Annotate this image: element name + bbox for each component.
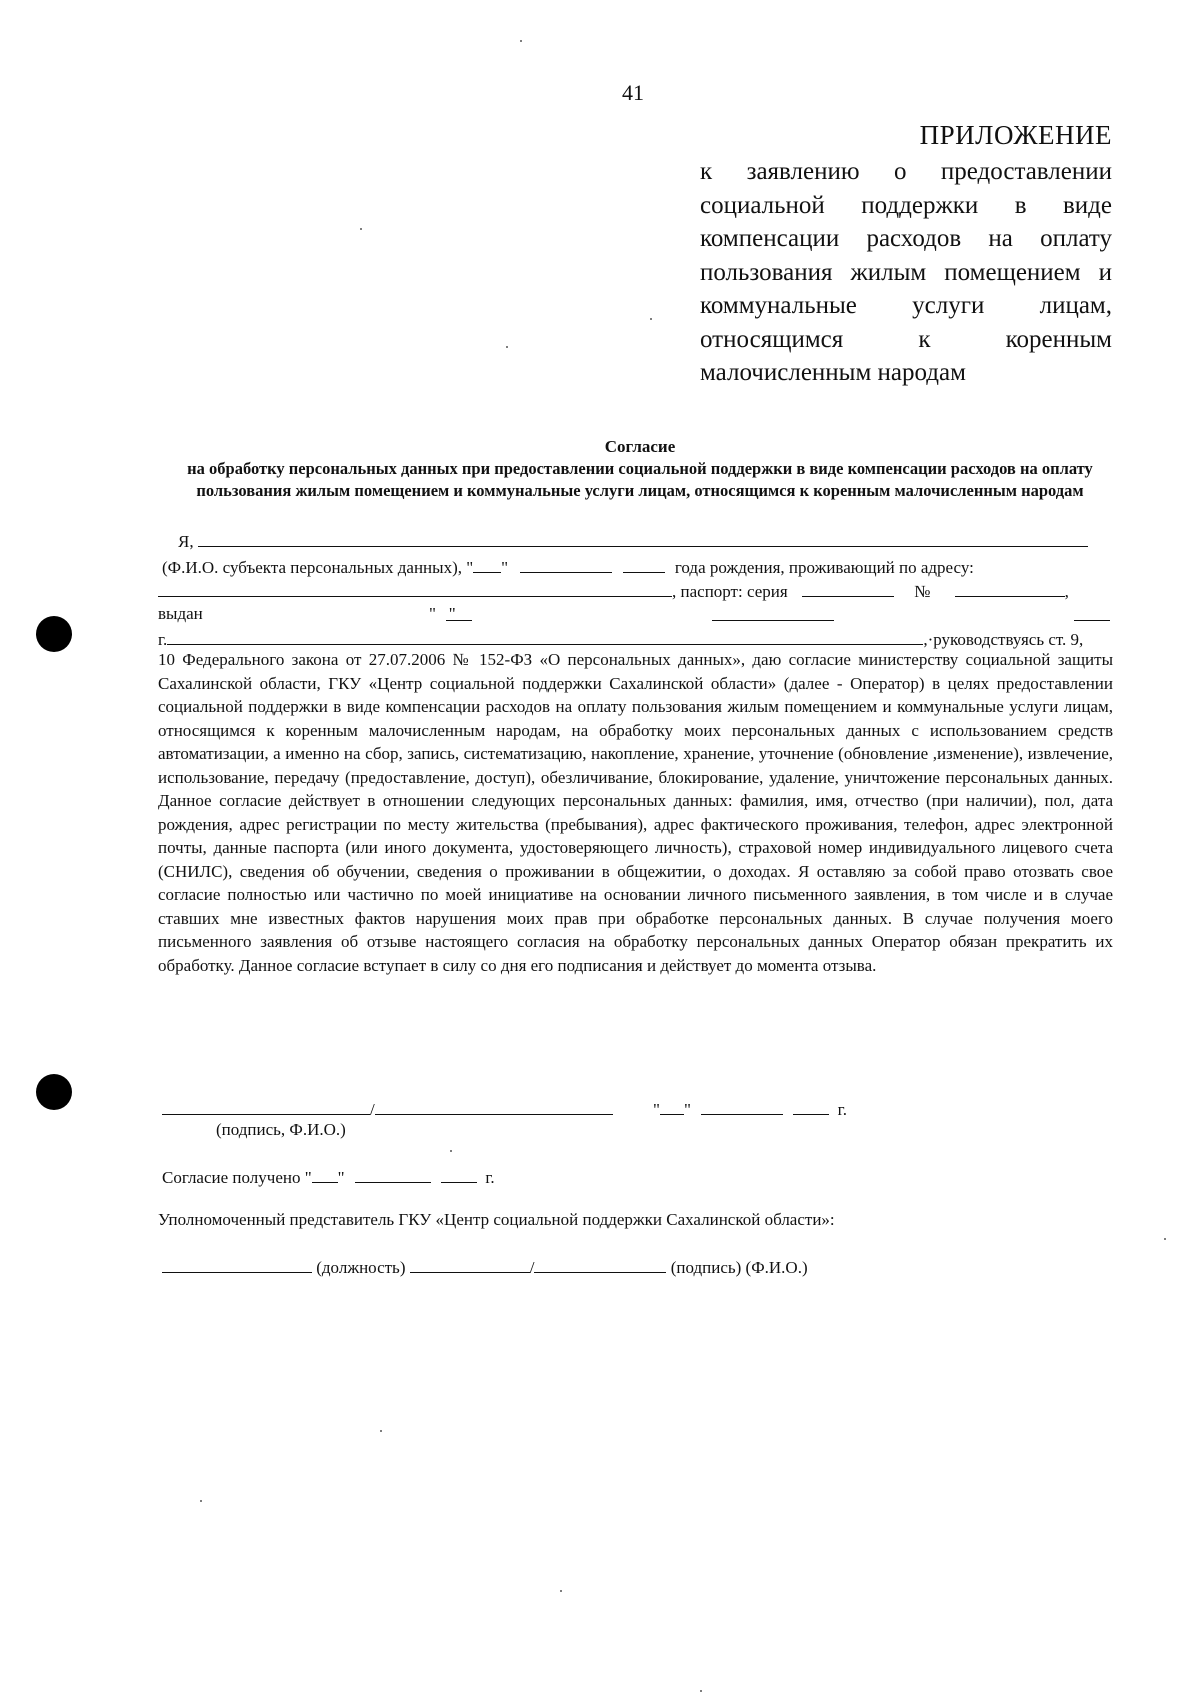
received-row — [162, 1166, 495, 1188]
consent-body: 10 Федерального закона от 27.07.2006 № 152-ФЗ «О персональных данных», даю согласие министерству социальной защиты Сахалинской области, ГКУ «Центр социальной поддержки Сахалинской области» (далее - Оператор) в целях предоставлении социальной поддержки в виде компенсации расходов на оплату пользования жилым помещением и коммунальные услуги лицам, относящимся к коренным малочисленным народам, на обработку моих персональных данных с использованием средств автоматизации, а именно на сбор, запись, систематизацию, накопление, хранение, уточнение (обновление ,изменение), извлечение, использование, передачу (предоставление, доступ), обезличивание, блокирование, удаление, уничтожение персональных данных. Данное согласие действует в отношении следующих персональных данных: фамилия, имя, отчество (при наличии), пол, дата рождения, адрес регистрации по месту жительства (пребывания), адрес фактического проживания, телефон, адрес электронной почты, данные паспорта (или иного документа, удостоверяющего личность), страховой номер индивидуального лицевого счета (СНИЛС), сведения об обучении, сведения о проживании в общежитии, о доходах. Я оставляю за собой право отозвать свое согласие полностью или частично по моей инициативе на основании личного письменного заявления, в том числе и в случае ставших мне известных фактов нарушения моих прав при обработке персональных данных. В случае получения моего письменного заявления об отзыве настоящего согласия на обработку персональных данных Оператор обязан прекратить их обработку. Данное согласие вступает в силу со дня его подписания и действует до момента отзыва. — [158, 650, 1113, 975]
issued-label: выдан — [158, 604, 203, 623]
scan-speck — [450, 1150, 452, 1152]
signature-quote-open: " — [652, 1100, 660, 1119]
issued-day-field[interactable] — [446, 604, 472, 621]
fio-field[interactable] — [198, 530, 1088, 547]
form-row-issued — [158, 604, 456, 624]
received-label: Согласие получено " — [162, 1168, 312, 1187]
scan-speck — [560, 1590, 562, 1592]
signature-year-field[interactable] — [793, 1098, 829, 1115]
signature-caption: (подпись, Ф.И.О.) — [216, 1120, 346, 1139]
issued-quotes: " " — [429, 604, 456, 623]
representative-label: Уполномоченный представитель ГКУ «Центр социальной поддержки Сахалинской области»: — [158, 1210, 835, 1229]
position-field[interactable] — [162, 1256, 312, 1273]
form-row-city — [158, 628, 1083, 650]
rep-sign-caption: (подпись) (Ф.И.О.) — [670, 1258, 808, 1277]
issued-year-field[interactable] — [1074, 604, 1110, 621]
consent-heading — [160, 436, 1120, 502]
form-row-birth — [162, 556, 974, 578]
rep-fio-field[interactable] — [534, 1256, 666, 1273]
number-label: № — [914, 582, 931, 601]
issued-year-line — [1074, 604, 1110, 626]
received-month-field[interactable] — [355, 1166, 431, 1183]
rep-slash: / — [529, 1258, 535, 1277]
issued-month-line — [712, 604, 834, 626]
signature-field[interactable] — [162, 1098, 370, 1115]
scan-speck — [360, 228, 362, 230]
signature-slash: / — [370, 1100, 375, 1119]
rep-signature-field[interactable] — [410, 1256, 530, 1273]
appendix-text: к заявлению о предоставлении социальной поддержки в виде компенсации расходов на оплату пользования жилым помещением и коммунальные услуги лицам, относящимся к коренным малочисленным народам — [700, 158, 1112, 386]
issued-by-field[interactable] — [167, 628, 923, 645]
number-comma: , — [1064, 582, 1069, 601]
received-quote-close: " — [337, 1168, 345, 1187]
signature-year-suffix: г. — [837, 1100, 847, 1119]
birth-month-field[interactable] — [520, 556, 612, 573]
punch-hole-bottom — [36, 1074, 72, 1110]
received-year-field[interactable] — [441, 1166, 477, 1183]
received-day-field[interactable] — [312, 1166, 338, 1183]
signature-row — [162, 1098, 847, 1120]
position-caption: (должность) — [316, 1258, 406, 1277]
guided-label: ,·руководствуясь ст. 9, — [923, 630, 1084, 649]
appendix-block — [700, 120, 1112, 390]
consent-title: Согласие — [604, 437, 676, 456]
scan-speck — [200, 1500, 202, 1502]
form-row-name — [178, 530, 1088, 552]
appendix-title: ПРИЛОЖЕНИЕ — [919, 120, 1112, 150]
signature-day-field[interactable] — [660, 1098, 684, 1115]
passport-series-field[interactable] — [802, 580, 894, 597]
signature-quote-close: " — [683, 1100, 691, 1119]
form-row-passport — [158, 580, 1069, 602]
passport-label: , паспорт: серия — [672, 582, 788, 601]
birth-day-field[interactable] — [473, 556, 501, 573]
scan-speck — [650, 318, 652, 320]
received-year-suffix: г. — [485, 1168, 495, 1187]
scan-speck — [380, 1430, 382, 1432]
punch-hole-top — [36, 616, 72, 652]
passport-number-field[interactable] — [955, 580, 1065, 597]
address-field[interactable] — [158, 580, 672, 597]
issued-day-line — [446, 604, 472, 626]
signature-fio-field[interactable] — [375, 1098, 613, 1115]
issued-month-field[interactable] — [712, 604, 834, 621]
scan-speck — [700, 1690, 702, 1692]
i-label: Я, — [178, 532, 194, 551]
scan-speck — [506, 346, 508, 348]
birth-year-field[interactable] — [623, 556, 665, 573]
consent-subtitle: на обработку персональных данных при предоставлении социальной поддержки в виде компенсации расходов на оплату пользования жилым помещением и коммунальные услуги лицам, относящимся к коренным малочисленным народам — [187, 459, 1093, 500]
representative-row — [162, 1256, 808, 1278]
scan-speck — [1164, 1238, 1166, 1240]
birth-label: года рождения, проживающий по адресу: — [674, 558, 974, 577]
fio-label: (Ф.И.О. субъекта персональных данных), " — [162, 558, 474, 577]
city-label: г. — [158, 630, 168, 649]
birth-quote-close: " — [501, 558, 509, 577]
signature-month-field[interactable] — [701, 1098, 783, 1115]
scan-speck — [520, 40, 522, 42]
page-number: 41 — [622, 80, 644, 105]
